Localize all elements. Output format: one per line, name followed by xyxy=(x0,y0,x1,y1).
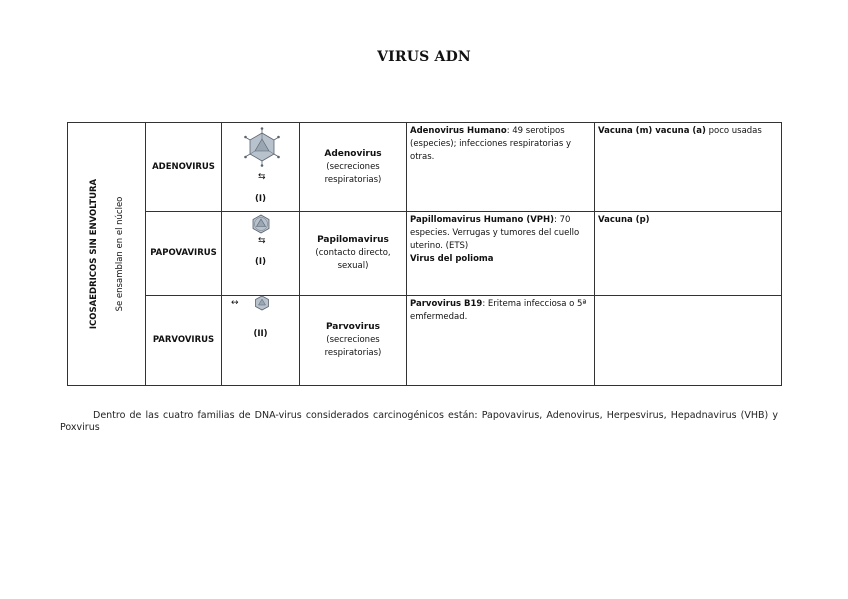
baltimore-group: (II) xyxy=(253,329,268,339)
genus-name: Adenovirus xyxy=(324,148,382,159)
classification-cell xyxy=(68,123,146,386)
genus-name: Parvovirus xyxy=(325,322,381,332)
species-description: : 49 serotipos (especies); infecciones respiratorias y otras. xyxy=(410,126,571,162)
structure-cell xyxy=(222,212,300,296)
description-cell xyxy=(407,212,595,296)
arrows-icon: ⇆ xyxy=(258,172,266,182)
family-cell: ADENOVIRUS xyxy=(146,123,222,212)
transmission-note: (secreciones respiratorias) xyxy=(324,335,382,358)
table-row xyxy=(68,123,782,212)
vaccine-label: Vacuna (m) vacuna (a) xyxy=(598,126,706,136)
classification-label: ICOSAEDRICOS SIN ENVOLTURA xyxy=(88,178,99,330)
family-cell: PARVOVIRUS xyxy=(146,296,222,386)
table-row xyxy=(68,296,782,386)
adenovirus-virion-icon xyxy=(242,127,282,167)
vaccine-label: Vacuna (p) xyxy=(598,215,650,225)
species-name: Papillomavirus Humano (VPH) xyxy=(410,215,555,225)
description-cell xyxy=(407,123,595,212)
arrows-icon: ↔ xyxy=(231,298,239,308)
footnote-paragraph: Dentro de las cuatro familias de DNA-virus considerados carcinogénicos están: Papovavirus, Adenovirus, Herpesvirus, Hepadnavirus (VHB) y Poxvirus xyxy=(60,410,778,433)
genus-cell xyxy=(300,212,407,296)
table-row xyxy=(68,212,782,296)
structure-cell xyxy=(222,296,300,386)
transmission-note: (contacto directo, sexual) xyxy=(315,248,391,271)
genus-cell xyxy=(300,123,407,212)
assembly-label: Se ensamblan en el núcleo xyxy=(114,196,125,312)
transmission-note: (secreciones respiratorias) xyxy=(324,161,382,185)
species-description: : Eritema infecciosa o 5ª emfermedad. xyxy=(410,299,587,322)
vaccine-note: poco usadas xyxy=(705,126,762,136)
species-name: Adenovirus Humano xyxy=(410,126,507,136)
structure-cell xyxy=(222,123,300,212)
papovavirus-virion-icon xyxy=(251,214,271,234)
virus-table xyxy=(67,122,782,386)
arrows-icon: ⇆ xyxy=(258,236,266,246)
vaccine-cell xyxy=(595,123,782,212)
species-name: Parvovirus B19 xyxy=(410,299,483,309)
parvovirus-virion-icon xyxy=(254,295,270,311)
vaccine-cell xyxy=(595,296,782,386)
genus-name: Papilomavirus xyxy=(317,235,389,245)
family-cell: PAPOVAVIRUS xyxy=(146,212,222,296)
description-cell xyxy=(407,296,595,386)
genus-cell xyxy=(300,296,407,386)
vaccine-cell xyxy=(595,212,782,296)
baltimore-group: (I) xyxy=(255,194,266,204)
page-title: VIRUS ADN xyxy=(377,49,471,65)
baltimore-group: (I) xyxy=(255,257,266,267)
species-description: : 70 especies. Verrugas y tumores del cuello uterino. (ETS) xyxy=(410,215,580,251)
related-virus: Virus del polioma xyxy=(410,254,494,264)
